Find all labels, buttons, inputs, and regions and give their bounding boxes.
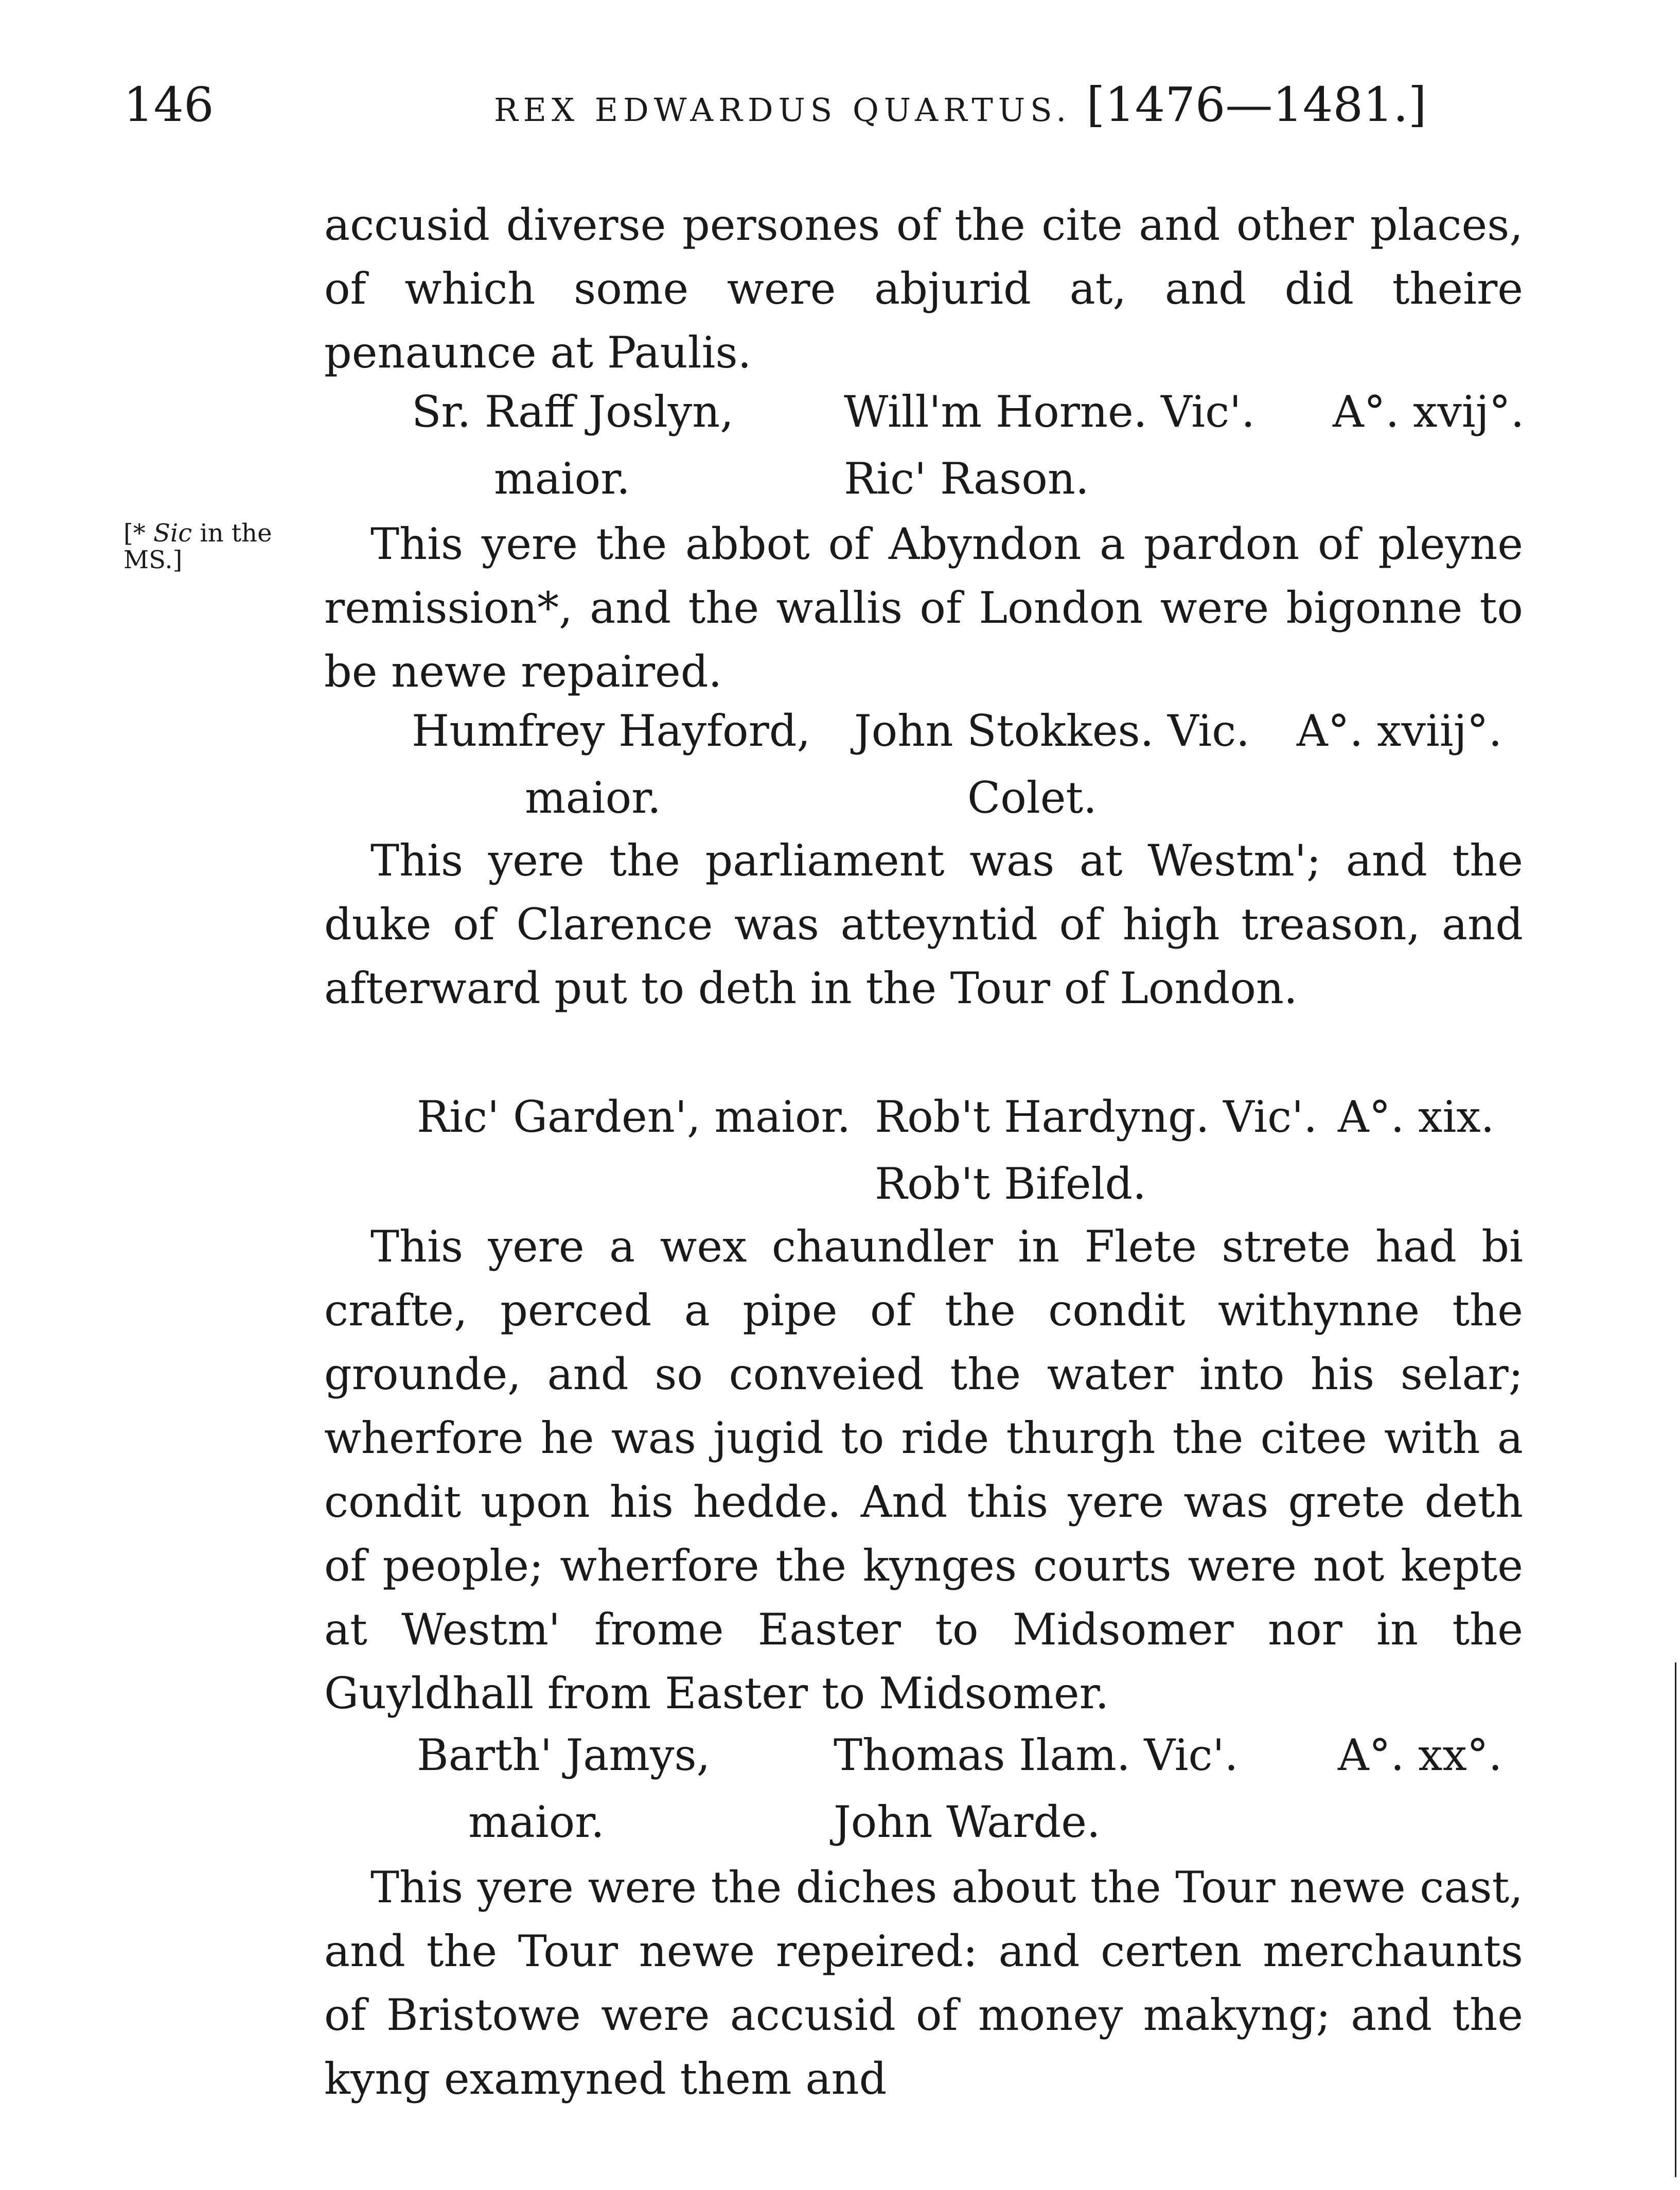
paragraph-year-20: This yere were the diches about the Tour newe cast, and the Tour newe repeired: and certen merchaunts of Bristowe were accusid of money makyng; and the kyng examyned them and: [324, 1862, 1523, 2104]
sheriff-1: Thomas Ilam. Vic'.: [834, 1730, 1239, 1780]
regnal-year: A°. xviij°.: [1297, 706, 1502, 756]
paragraph-year-17: This yere the abbot of Abyndon a pardon of pleyne remission*, and the wallis of London were bigonne to be newe repaired.: [324, 519, 1523, 697]
sheriff-2: Ric' Rason.: [844, 453, 1089, 504]
running-title: REX EDWARDUS QUARTUS.: [494, 91, 1072, 129]
sheriff-2: John Warde.: [834, 1797, 1101, 1847]
mayor-title: maior.: [468, 1797, 605, 1847]
margin-note-line-2: MS.]: [123, 546, 183, 574]
regnal-year: A°. xvij°.: [1333, 387, 1525, 437]
running-dates: [1476—1481.]: [1086, 77, 1427, 132]
paragraph-continuation: accusid diverse persones of the cite and other places, of which some were abjurid at, and did theire penaunce at Paulis.: [324, 200, 1523, 378]
margin-note-line-1: [* Sic in the: [123, 519, 272, 548]
sheriff-1: Will'm Horne. Vic'.: [844, 387, 1255, 437]
mayor: Ric' Garden', maior.: [417, 1092, 851, 1142]
page-number: 146: [123, 77, 214, 132]
regnal-year: A°. xx°.: [1338, 1730, 1502, 1780]
sheriff-1: Rob't Hardyng. Vic'.: [875, 1092, 1318, 1142]
page-edge-line: [1675, 1662, 1676, 2177]
sheriff-1: John Stokkes. Vic.: [854, 706, 1250, 756]
paragraph-year-18: This yere the parliament was at Westm'; and the duke of Clarence was atteyntid of high treason, and afterward put to deth in the Tour of London.: [324, 835, 1523, 1013]
sheriff-2: Colet.: [967, 773, 1097, 823]
margin-note: [123, 520, 272, 573]
mayor-name: Humfrey Hayford,: [412, 706, 811, 756]
sheriff-2: Rob't Bifeld.: [875, 1159, 1146, 1209]
mayor-title: maior.: [525, 773, 661, 823]
mayor-name: Sr. Raff Joslyn,: [412, 387, 734, 437]
regnal-year: A°. xix.: [1338, 1092, 1495, 1142]
mayor-title: maior.: [494, 453, 630, 504]
paragraph-year-19: This yere a wex chaundler in Flete strete had bi crafte, perced a pipe of the condit withynne the grounde, and so conveied the water into his selar; wherfore he was jugid to ride thurgh the citee with a condit upon his hedde. And this yere was grete deth of people; wherfore the kynges courts were not kepte at Westm' frome Easter to Midsomer nor in the Guyldhall from Easter to Midsomer.: [324, 1221, 1523, 1719]
running-header: [494, 77, 1427, 132]
mayor-name: Barth' Jamys,: [417, 1730, 711, 1780]
